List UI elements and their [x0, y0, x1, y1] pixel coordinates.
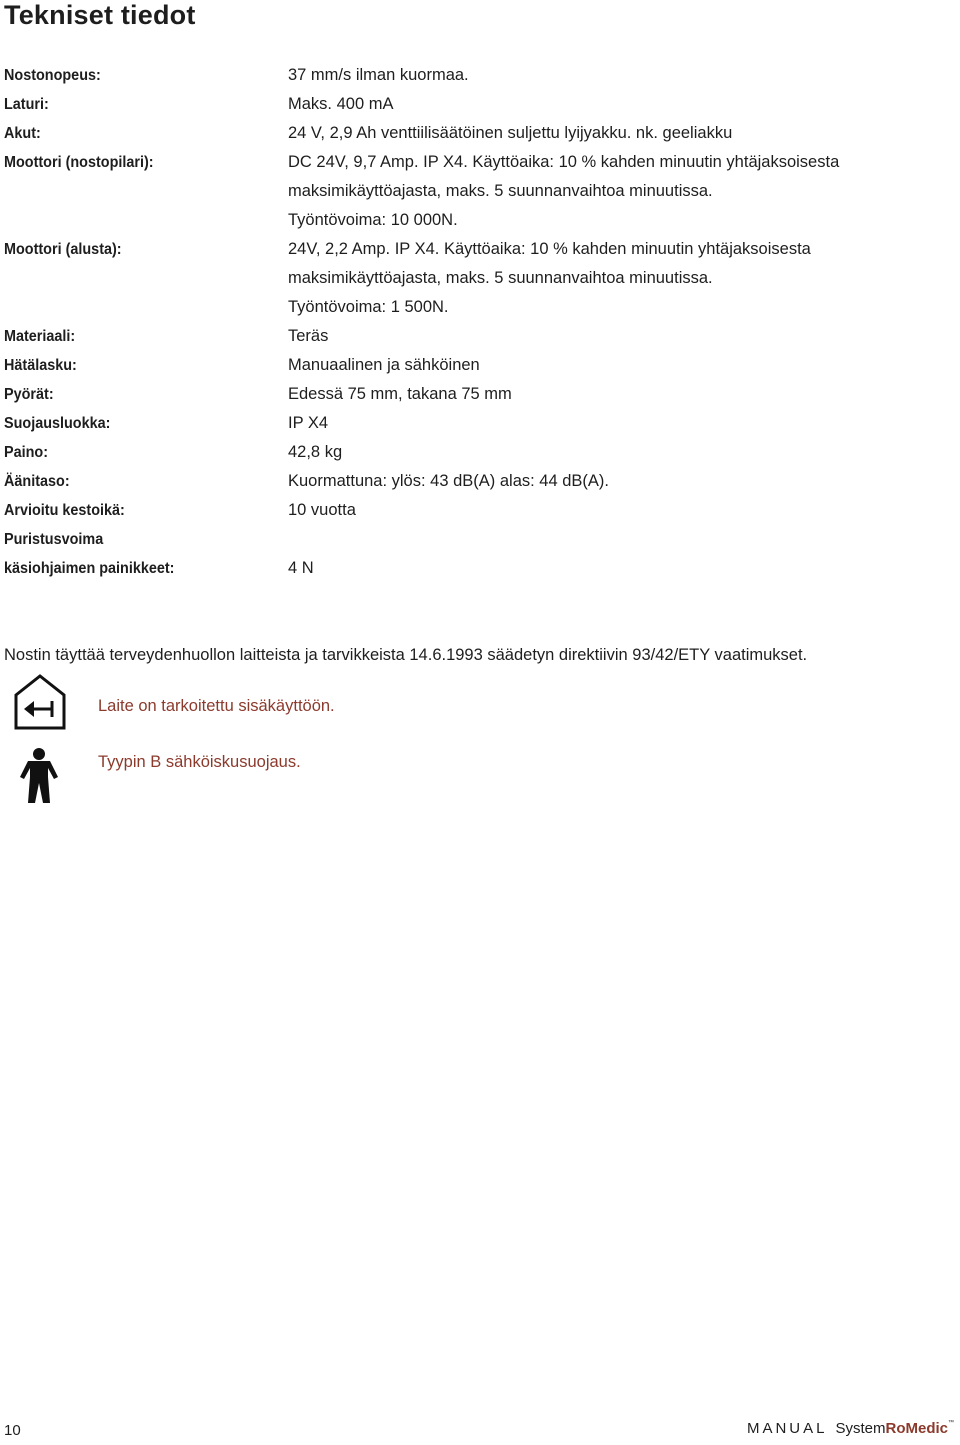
spec-value-line: 10 vuotta [288, 501, 356, 519]
spec-label: Materiaali: [4, 328, 76, 345]
spec-value [288, 90, 956, 119]
spec-value-line: Edessä 75 mm, takana 75 mm [288, 385, 512, 403]
spec-value-line: Maks. 400 mA [288, 95, 394, 113]
spec-value [288, 119, 956, 148]
spec-label: Nostonopeus: [4, 67, 101, 84]
spec-value [288, 380, 956, 409]
type-b-person-icon [18, 747, 60, 810]
footer-trademark: ™ [948, 1420, 954, 1426]
spec-row-grip-force [4, 525, 956, 583]
spec-label-line: käsiohjaimen painikkeet: [4, 560, 175, 577]
spec-row [4, 61, 956, 90]
spec-row [4, 90, 956, 119]
spec-value-line: IP X4 [288, 414, 329, 432]
footer-brand-system: System [835, 1420, 886, 1437]
spec-label [4, 525, 256, 583]
spec-label: Pyörät: [4, 386, 54, 403]
spec-value [288, 525, 956, 583]
type-b-symbol [18, 747, 60, 810]
spec-value [288, 351, 956, 380]
spec-value-line: Manuaalinen ja sähköinen [288, 356, 480, 374]
spec-row [4, 496, 956, 525]
spec-row [4, 235, 956, 322]
type-b-text: Tyypin B sähköiskusuojaus. [98, 753, 301, 771]
spec-label: Paino: [4, 444, 49, 461]
spec-value-line: Kuormattuna: ylös: 43 dB(A) alas: 44 dB(A). [288, 472, 609, 490]
spec-value-line: maksimikäyttöajasta, maks. 5 suunnanvaihtoa minuutissa. [288, 269, 713, 287]
spec-value [288, 467, 956, 496]
spec-value [288, 148, 956, 235]
spec-row [4, 380, 956, 409]
spec-value [288, 409, 956, 438]
indoor-use-symbol [12, 673, 68, 736]
spec-row [4, 409, 956, 438]
spec-value [288, 61, 956, 90]
spec-value-line: Työntövoima: 10 000N. [288, 211, 458, 229]
spec-row [4, 119, 956, 148]
spec-table [4, 61, 956, 583]
spec-label: Laturi: [4, 96, 49, 113]
spec-row [4, 148, 956, 235]
spec-value [288, 322, 956, 351]
spec-value-line: 24V, 2,2 Amp. IP X4. Käyttöaika: 10 % kahden minuutin yhtäjaksoisesta [288, 240, 811, 258]
spec-label: Akut: [4, 125, 41, 142]
spec-row [4, 467, 956, 496]
spec-value-line: 24 V, 2,9 Ah venttiilisäätöinen suljettu lyijyakku. nk. geeliakku [288, 124, 733, 142]
spec-value-line: 4 N [288, 559, 314, 577]
spec-row [4, 438, 956, 467]
spec-value-line: maksimikäyttöajasta, maks. 5 suunnanvaihtoa minuutissa. [288, 182, 713, 200]
spec-value-line: DC 24V, 9,7 Amp. IP X4. Käyttöaika: 10 % kahden minuutin yhtäjaksoisesta [288, 153, 840, 171]
footer-brand-romedic: RoMedic [885, 1420, 948, 1437]
footer-brand [747, 1420, 954, 1437]
spec-label: Moottori (nostopilari): [4, 154, 154, 171]
spec-value-line: Teräs [288, 327, 329, 345]
spec-value [288, 438, 956, 467]
spec-row [4, 322, 956, 351]
spec-label-line: Puristusvoima [4, 531, 104, 548]
spec-value-line: Työntövoima: 1 500N. [288, 298, 449, 316]
spec-value [288, 235, 956, 322]
spec-label: Suojausluokka: [4, 415, 111, 432]
spec-value-line: 37 mm/s ilman kuormaa. [288, 66, 469, 84]
spec-label: Hätälasku: [4, 357, 77, 374]
spec-value-line: 42,8 kg [288, 443, 343, 461]
footer-manual: MANUAL [746, 1420, 828, 1437]
spec-label: Äänitaso: [4, 473, 70, 490]
page-number: 10 [4, 1422, 21, 1439]
spec-label: Moottori (alusta): [4, 241, 122, 258]
spec-label: Arvioitu kestoikä: [4, 502, 125, 519]
page-title: Tekniset tiedot [4, 0, 196, 30]
compliance-statement: Nostin täyttää terveydenhuollon laitteista ja tarvikkeista 14.6.1993 säädetyn direktiivin 93/42/ETY vaatimukset. [4, 646, 808, 664]
spec-row [4, 351, 956, 380]
spec-value [288, 496, 956, 525]
indoor-use-house-icon [12, 673, 68, 736]
indoor-use-text: Laite on tarkoitettu sisäkäyttöön. [98, 697, 335, 715]
